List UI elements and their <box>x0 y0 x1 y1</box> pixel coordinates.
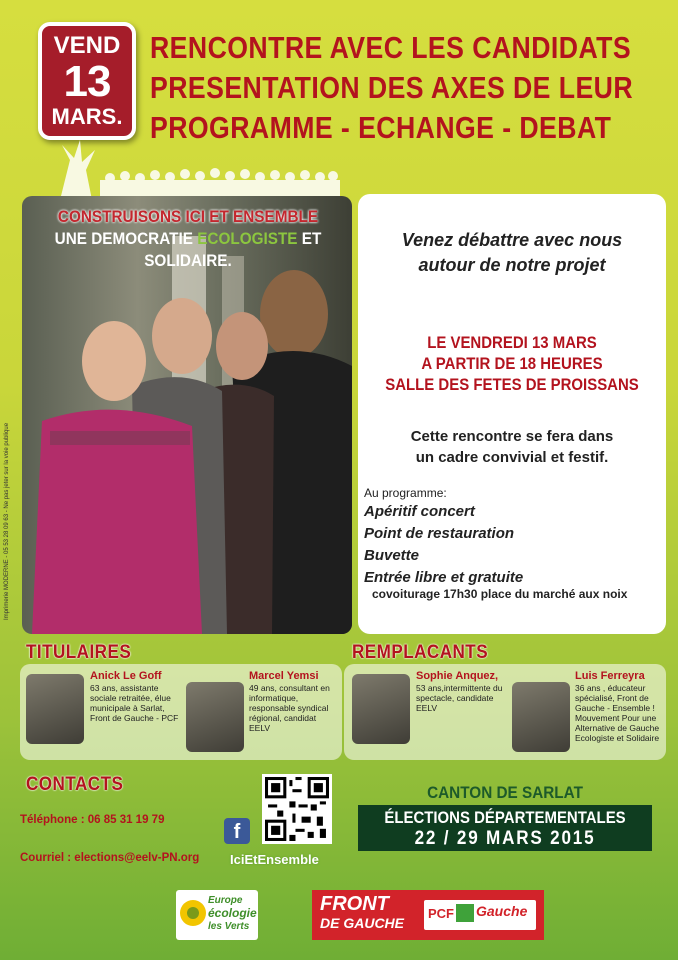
fdg-text <box>320 894 404 932</box>
convivial-text <box>358 426 666 468</box>
pcf-text: PCF <box>428 906 454 921</box>
carpool-note: covoiturage 17h30 place du marché aux noix <box>372 587 628 601</box>
event-when-where <box>376 332 647 395</box>
contact-email[interactable]: Courriel : elections@eelv-PN.org <box>20 852 200 864</box>
candidate-name: Anick Le Goff <box>90 670 162 682</box>
facebook-name[interactable]: IciEtEnsemble <box>230 852 319 867</box>
contact-phone: Téléphone : 06 85 31 19 79 <box>20 814 165 826</box>
candidate-photo <box>512 682 570 752</box>
headline-line-3: PROGRAMME - ECHANGE - DEBAT <box>150 110 612 145</box>
candidate-name: Luis Ferreyra <box>575 670 645 682</box>
candidate-desc: 49 ans, consultant en informatique, responsable syndical régional, candidat EELV <box>249 683 330 733</box>
candidate-photo <box>26 674 84 744</box>
front-de-gauche-logo <box>312 890 544 940</box>
gauche-text: Gauche <box>476 903 528 919</box>
date-day: 13 <box>63 57 111 106</box>
fdg-text-1: FRONT <box>320 893 389 915</box>
invitation-text <box>358 228 666 278</box>
event-info-box <box>358 194 666 634</box>
candidate-desc: 36 ans , éducateur spécialisé, Front de Gauche - Ensemble ! Mouvement Pour une Alternative de Gauche Ecologiste et Solidaire <box>575 683 660 743</box>
headline-line-1: RENCONTRE AVEC LES CANDIDATS <box>150 30 632 65</box>
eelv-text-3: les Verts <box>208 921 250 932</box>
headline-line-2: PRESENTATION DES AXES DE LEUR <box>150 70 634 105</box>
convivial-line-1: Cette rencontre se fera dans <box>410 428 614 445</box>
canton-label: CANTON DE SARLAT <box>427 783 583 802</box>
slogan-line-1: CONSTRUISONS ICI ET ENSEMBLE <box>57 207 319 226</box>
event-venue: SALLE DES FETES DE PROISSANS <box>385 375 639 394</box>
program-item: Apéritif concert <box>364 503 475 520</box>
candidate-desc: 63 ans, assistante sociale retraitée, élue municipale à Sarlat, Front de Gauche - PCF <box>90 683 179 723</box>
program-item: Point de restauration <box>364 525 515 542</box>
candidate-desc: 53 ans,intermittente du spectacle, candidate EELV <box>416 683 503 713</box>
invitation-line-1: Venez débattre avec nous <box>401 230 623 250</box>
date-month: MARS. <box>51 104 123 129</box>
eelv-logo <box>176 890 258 940</box>
printer-note: Imprimerie MODERNE - 05 53 28 09 63 - Ne pas jeter sur la voie publique <box>4 422 10 620</box>
slogan-line-2c: ET SOLIDAIRE. <box>144 229 322 270</box>
headline <box>150 28 634 148</box>
program-label: Au programme: <box>364 486 447 500</box>
star-icon <box>456 904 474 922</box>
titulaires-panel <box>20 664 342 760</box>
slogan-line-2b: ECOLOGISTE <box>197 229 298 248</box>
convivial-line-2: un cadre convivial et festif. <box>415 449 609 466</box>
sunflower-icon <box>178 898 208 928</box>
slogan-line-2 <box>44 228 332 272</box>
contacts-title: CONTACTS <box>26 774 124 795</box>
elections-banner <box>358 805 652 851</box>
pcf-gauche-badge <box>424 900 536 930</box>
date-weekday: VEND <box>53 32 121 59</box>
date-badge <box>38 22 136 140</box>
qr-code[interactable] <box>262 774 332 844</box>
eelv-text <box>208 894 257 933</box>
candidate-name: Sophie Anquez, <box>416 670 499 682</box>
titulaires-title: TITULAIRES <box>26 642 132 663</box>
event-time: A PARTIR DE 18 HEURES <box>421 354 603 373</box>
program-list <box>364 501 523 589</box>
fdg-text-2: DE GAUCHE <box>320 915 405 931</box>
candidate-name: Marcel Yemsi <box>249 670 319 682</box>
event-date: LE VENDREDI 13 MARS <box>427 333 597 352</box>
remplacants-panel <box>344 664 666 760</box>
eelv-text-1: Europe <box>208 895 243 906</box>
program-item: Entrée libre et gratuite <box>364 569 524 586</box>
elections-dates: 22 / 29 MARS 2015 <box>414 828 596 849</box>
remplacants-title: REMPLACANTS <box>352 642 489 663</box>
eelv-text-2: écologie <box>208 906 257 920</box>
elections-title: ÉLECTIONS DÉPARTEMENTALES <box>384 808 626 827</box>
candidate-photo <box>186 682 244 752</box>
facebook-icon[interactable]: f <box>224 818 250 844</box>
tree-crowd-illustration <box>40 140 340 200</box>
slogan-line-2a: UNE DEMOCRATIE <box>54 229 198 248</box>
candidate-photo <box>352 674 410 744</box>
slogan <box>44 206 332 272</box>
invitation-line-2: autour de notre projet <box>418 255 606 275</box>
program-item: Buvette <box>364 547 420 564</box>
